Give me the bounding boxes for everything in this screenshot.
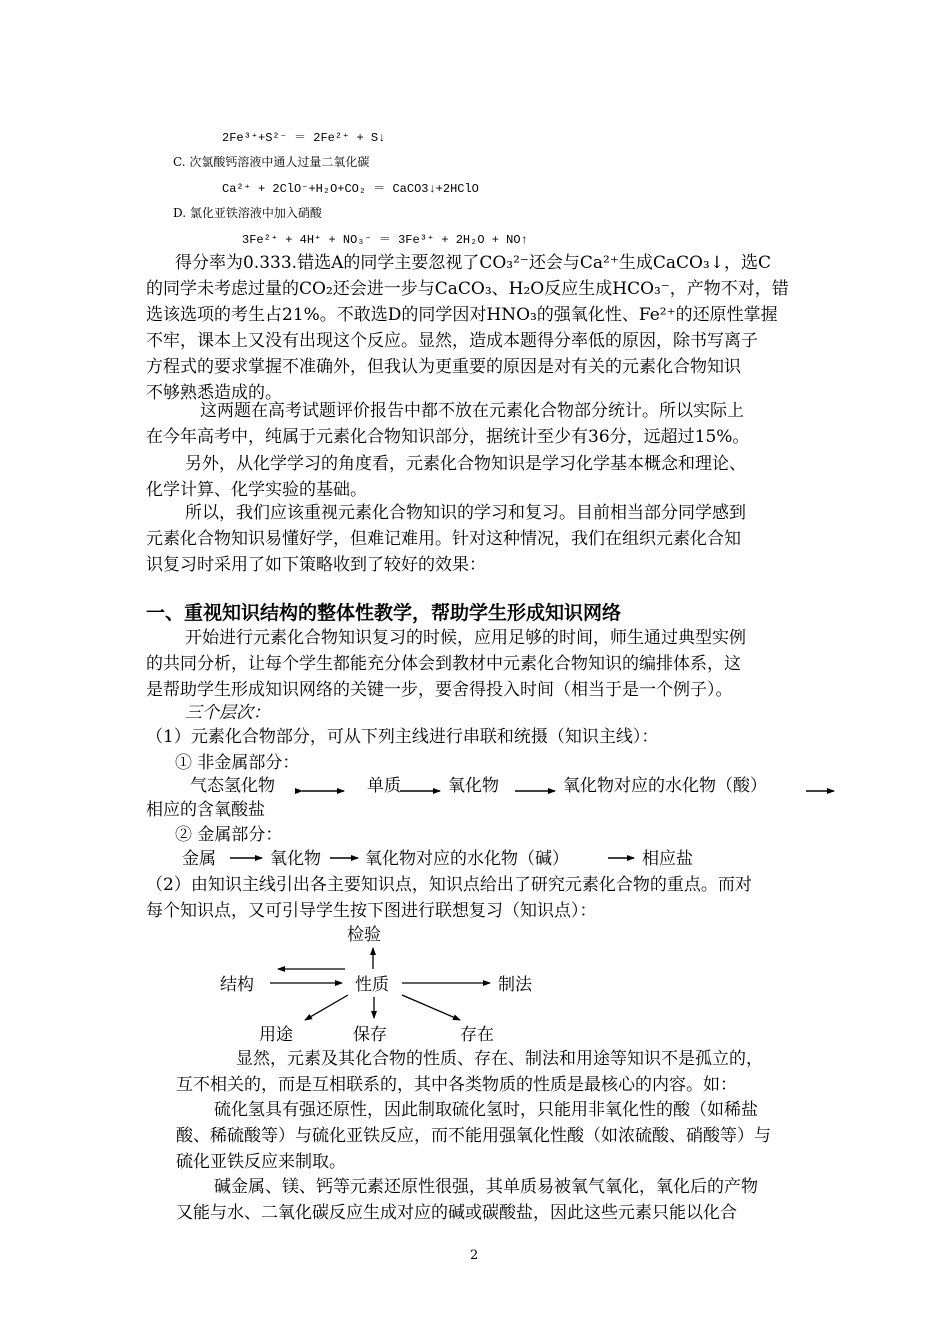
three-levels-label: 三个层次： <box>185 703 270 723</box>
equation-c: Ca²⁺ + 2ClO⁻+H₂O+CO₂ ＝ CaCO3↓+2HClO <box>222 182 479 196</box>
diagram-preparation: 制法 <box>498 975 532 995</box>
para7-line: 酸、稀硫酸等）与硫化亚铁反应，而不能用强氧化性酸（如浓硫酸、硝酸等）与 <box>176 1126 771 1146</box>
para5-line: 是帮助学生形成知识网络的关键一步，要舍得投入时间（相当于是一个例子）。 <box>146 680 733 700</box>
para8-line: 又能与水、二氧化碳反应生成对应的碱或碳酸盐，因此这些元素只能以化合 <box>176 1203 737 1223</box>
nonmetal-label: ① 非金属部分： <box>175 753 300 773</box>
para1-line: 得分率为0.333.错选A的同学主要忽视了CO₃²⁻还会与Ca²⁺生成CaCO₃↓，选C <box>175 253 771 273</box>
option-c: C. 次氯酸钙溶液中通人过量二氧化碳 <box>173 155 370 169</box>
chain-oxide: 氧化物 <box>448 776 499 796</box>
option-d: D. 氯化亚铁溶液中加入硝酸 <box>173 206 322 220</box>
chain-salt: 相应的含氧酸盐 <box>146 800 265 820</box>
para4-line: 元素化合物知识易懂好学，但难记难用。针对这种情况，我们在组织元素化合知 <box>146 529 741 549</box>
metal-chain-base: 氧化物对应的水化物（碱） <box>365 849 569 869</box>
page-number: 2 <box>470 1248 479 1263</box>
para2-line: 这两题在高考试题评价报告中都不放在元素化合物部分统计。所以实际上 <box>200 401 744 421</box>
metal-chain-metal: 金属 <box>182 849 216 869</box>
chain-element: 单质 <box>367 776 401 796</box>
item1-text: （1）元素化合物部分，可从下列主线进行串联和统摄（知识主线）： <box>146 727 659 747</box>
para3-line: 另外，从化学学习的角度看，元素化合物知识是学习化学基本概念和理论、 <box>185 454 746 474</box>
chain-hydride: 气态氢化物 <box>190 776 275 796</box>
diagram-property: 性质 <box>355 975 389 995</box>
metal-chain-salt: 相应盐 <box>642 849 693 869</box>
para4-line: 所以，我们应该重视元素化合物知识的学习和复习。目前相当部分同学感到 <box>185 503 746 523</box>
metal-label: ② 金属部分： <box>175 825 283 845</box>
diagram-existence: 存在 <box>460 1025 494 1045</box>
para1-line: 选该选项的考生占21%。不敢选D的同学因对HNO₃的强氧化性、Fe²⁺的还原性掌握 <box>146 305 778 325</box>
para5-line: 的共同分析，让每个学生都能充分体会到教材中元素化合物知识的编排体系，这 <box>146 654 741 674</box>
diagram-structure: 结构 <box>220 975 254 995</box>
para2-line: 在今年高考中，纯属于元素化合物知识部分，据统计至少有36分，远超过15%。 <box>146 427 750 447</box>
para5-line: 开始进行元素化合物知识复习的时候，应用足够的时间，师生通过典型实例 <box>185 628 746 648</box>
item2-line: 每个知识点，又可引导学生按下图进行联想复习（知识点）： <box>146 901 597 921</box>
para1-line: 方程式的要求掌握不准确外，但我认为更重要的原因是对有关的元素化合物知识 <box>146 357 741 377</box>
diagram-use: 用途 <box>259 1025 293 1045</box>
para8-line: 碱金属、镁、钙等元素还原性很强，其单质易被氧气氧化，氧化后的产物 <box>214 1177 758 1197</box>
para4-line: 识复习时采用了如下策略收到了较好的效果： <box>146 555 486 575</box>
para7-line: 硫化亚铁反应来制取。 <box>176 1152 346 1172</box>
equation-d: 3Fe²⁺ + 4H⁺ + NO₃⁻ ＝ 3Fe³⁺ + 2H₂O + NO↑ <box>242 233 528 247</box>
para1-line: 不牢，课本上又没有出现这个反应。显然，造成本题得分率低的原因，除书写离子 <box>146 331 758 351</box>
item2-line: （2）由知识主线引出各主要知识点，知识点给出了研究元素化合物的重点。而对 <box>146 875 752 895</box>
para1-line: 不够熟悉造成的。 <box>146 383 282 403</box>
para6-line: 显然，元素及其化合物的性质、存在、制法和用途等知识不是孤立的， <box>236 1049 763 1069</box>
para6-line: 互不相关的，而是互相联系的，其中各类物质的性质是最核心的内容。如： <box>176 1075 737 1095</box>
diagram-storage: 保存 <box>353 1025 387 1045</box>
chain-acid: 氧化物对应的水化物（酸） <box>563 776 767 796</box>
diagram-test: 检验 <box>347 925 381 945</box>
para1-line: 的同学未考虑过量的CO₂还会进一步与CaCO₃、H₂O反应生成HCO₃⁻，产物不对，错 <box>146 279 789 299</box>
equation-b: 2Fe³⁺+S²⁻ ＝ 2Fe²⁺ + S↓ <box>222 131 386 145</box>
para3-line: 化学计算、化学实验的基础。 <box>146 480 367 500</box>
section-heading: 一、重视知识结构的整体性教学，帮助学生形成知识网络 <box>146 602 622 624</box>
metal-chain-oxide: 氧化物 <box>270 849 321 869</box>
para7-line: 硫化氢具有强还原性，因此制取硫化氢时，只能用非氧化性的酸（如稀盐 <box>214 1100 758 1120</box>
